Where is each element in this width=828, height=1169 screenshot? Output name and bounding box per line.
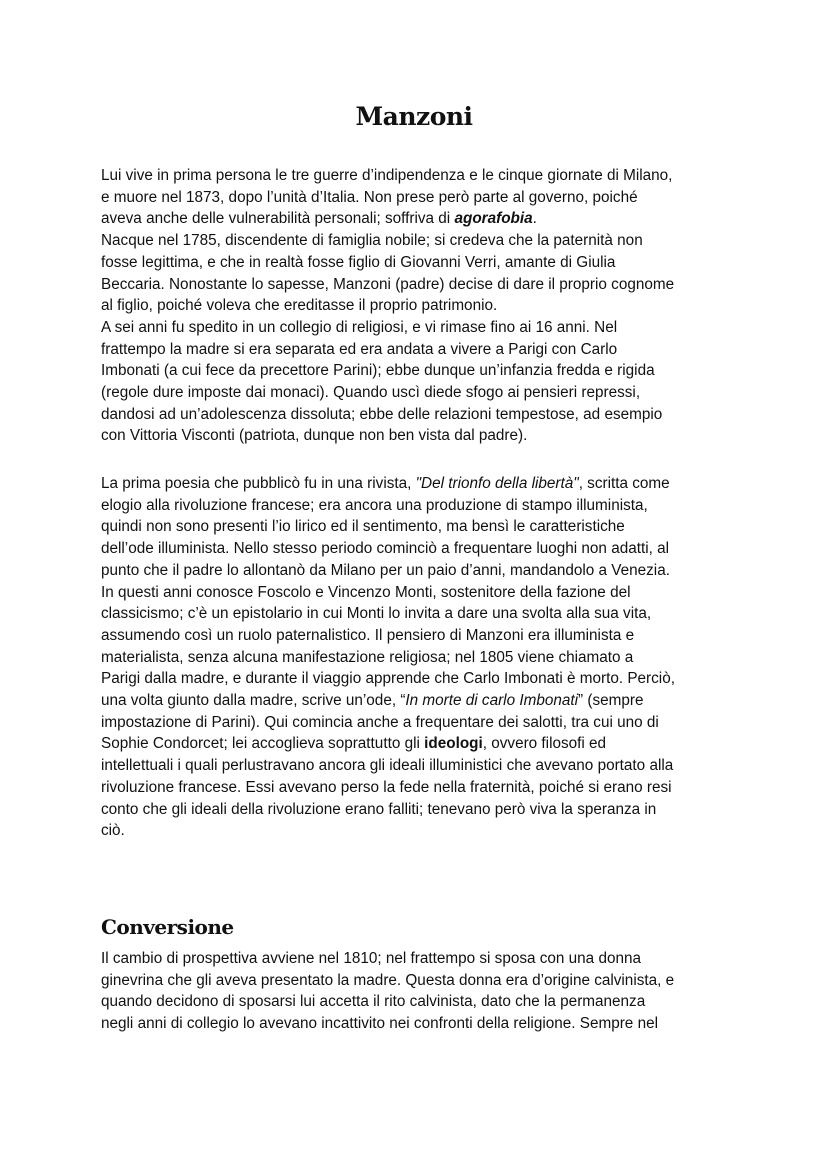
text-line (101, 1013, 741, 1035)
text-segment: In questi anni conosce Foscolo e Vincenzo Monti, sostenitore della fazione del (101, 583, 631, 601)
text-segment: ginevrina che gli aveva presentato la madre. Questa donna era d’origine calvinista, e (101, 971, 675, 989)
text-segment: classicismo; c’è un epistolario in cui Monti lo invita a dare una svolta alla sua vita, (101, 605, 652, 623)
text-segment: aveva anche delle vulnerabilità personali; soffriva di (101, 210, 455, 228)
text-line (101, 799, 741, 821)
page-title: Manzoni (355, 102, 473, 131)
text-segment: quando decidono di sposarsi lui accetta il rito calvinista, dato che la permanenza (101, 993, 646, 1011)
text-segment: ” (sempre (578, 692, 644, 710)
text-line (101, 948, 741, 970)
text-line (101, 777, 741, 799)
text-segment: La prima poesia che pubblicò fu in una rivista, (101, 475, 416, 492)
text-segment: negli anni di collegio lo avevano incattivito nei confronti della religione. Sempre nel (101, 1015, 658, 1033)
text-line (101, 560, 741, 582)
bold-term: agorafobia (454, 210, 533, 228)
paragraph-early-works (101, 473, 741, 842)
text-line (101, 473, 741, 495)
text-line (101, 820, 741, 842)
text-line (101, 295, 741, 317)
text-segment: dandosi ad un’adolescenza dissoluta; ebbe delle relazioni tempestose, ad esempio (101, 405, 663, 423)
section-heading-conversione: Conversione (101, 915, 234, 939)
text-segment: ciò. (101, 822, 125, 840)
text-line (101, 230, 741, 252)
text-segment: (regole dure imposte dai monaci). Quando uscì diede sfogo ai pensieri repressi, (101, 384, 641, 402)
text-segment: quindi non sono presenti l’io lirico ed il sentimento, ma bensì le caratteristiche (101, 518, 625, 536)
bold-term: ideologi (424, 735, 483, 753)
text-segment: impostazione di Parini). Qui comincia anche a frequentare dei salotti, tra cui uno di (101, 713, 659, 731)
italic-title: In morte di carlo Imbonati (405, 692, 579, 710)
text-segment: elogio alla rivoluzione francese; era ancora una produzione di stampo illuminista, (101, 496, 648, 514)
text-line (101, 495, 741, 517)
text-segment: materialista, senza alcuna manifestazione religiosa; nel 1805 viene chiamato a (101, 648, 634, 666)
text-segment: al figlio, poiché voleva che ereditasse il proprio patrimonio. (101, 297, 498, 315)
text-line (101, 404, 741, 426)
text-line (101, 317, 741, 339)
text-line (101, 187, 741, 209)
text-segment: Beccaria. Nonostante lo sapesse, Manzoni (padre) decise di dare il proprio cognome (101, 275, 675, 293)
text-segment: A sei anni fu spedito in un collegio di religiosi, e vi rimase fino ai 16 anni. Nel (101, 318, 618, 336)
paragraph-conversione (101, 948, 741, 1035)
text-line (101, 733, 741, 755)
text-segment: rivoluzione francese. Essi avevano perso la fede nella fraternità, poiché si erano resi (101, 778, 672, 796)
text-segment: e muore nel 1873, dopo l’unità d’Italia. Non prese però parte al governo, poiché (101, 188, 638, 206)
text-segment: frattempo la madre si era separata ed era andata a vivere a Parigi con Carlo (101, 340, 618, 358)
text-segment: conto che gli ideali della rivoluzione erano falliti; tenevano però viva la speranza in (101, 800, 657, 818)
text-line (101, 252, 741, 274)
text-segment: Parigi dalla madre, e durante il viaggio apprende che Carlo Imbonati è morto. Perciò, (101, 670, 675, 688)
text-line (101, 274, 741, 296)
text-segment: Lui vive in prima persona le tre guerre d’indipendenza e le cinque giornate di Milano, (101, 167, 673, 184)
text-segment: Imbonati (a cui fece da precettore Parini); ebbe dunque un’infanzia fredda e rigida (101, 362, 655, 380)
text-line (101, 165, 741, 187)
text-line (101, 991, 741, 1013)
text-segment: intellettuali i quali perlustravano ancora gli ideali illuministici che avevano portato alla (101, 757, 674, 775)
text-line (101, 538, 741, 560)
text-segment: . (532, 210, 537, 228)
text-segment: dell’ode illuminista. Nello stesso periodo cominciò a frequentare luoghi non adatti, al (101, 540, 670, 558)
text-line (101, 603, 741, 625)
text-line (101, 339, 741, 361)
text-segment: con Vittoria Visconti (patriota, dunque non ben vista dal padre). (101, 427, 528, 445)
text-segment: Nacque nel 1785, discendente di famiglia nobile; si credeva che la paternità non (101, 232, 643, 250)
text-segment: punto che il padre lo allontanò da Milano per un paio d’anni, mandandolo a Venezia. (101, 561, 670, 579)
text-line (101, 425, 741, 447)
text-segment: Sophie Condorcet; lei accoglieva soprattutto gli (101, 735, 425, 753)
text-segment: una volta giunto dalla madre, scrive un’ode, “ (101, 692, 406, 710)
text-line (101, 582, 741, 604)
text-line (101, 208, 741, 230)
text-line (101, 755, 741, 777)
text-segment: Il cambio di prospettiva avviene nel 1810; nel frattempo si sposa con una donna (101, 950, 641, 967)
text-segment: , ovvero filosofi ed (482, 735, 607, 753)
text-segment: , scritta come (578, 475, 670, 492)
text-line (101, 668, 741, 690)
text-line (101, 625, 741, 647)
text-line (101, 360, 741, 382)
text-line (101, 690, 741, 712)
text-segment: fosse legittima, e che in realtà fosse figlio di Giovanni Verri, amante di Giulia (101, 253, 616, 271)
paragraph-biography (101, 165, 741, 447)
text-line (101, 647, 741, 669)
text-line (101, 382, 741, 404)
italic-title: "Del trionfo della libertà" (415, 475, 579, 492)
text-line (101, 712, 741, 734)
text-line (101, 970, 741, 992)
text-line (101, 516, 741, 538)
text-segment: assumendo così un ruolo paternalistico. Il pensiero di Manzoni era illuminista e (101, 626, 635, 644)
